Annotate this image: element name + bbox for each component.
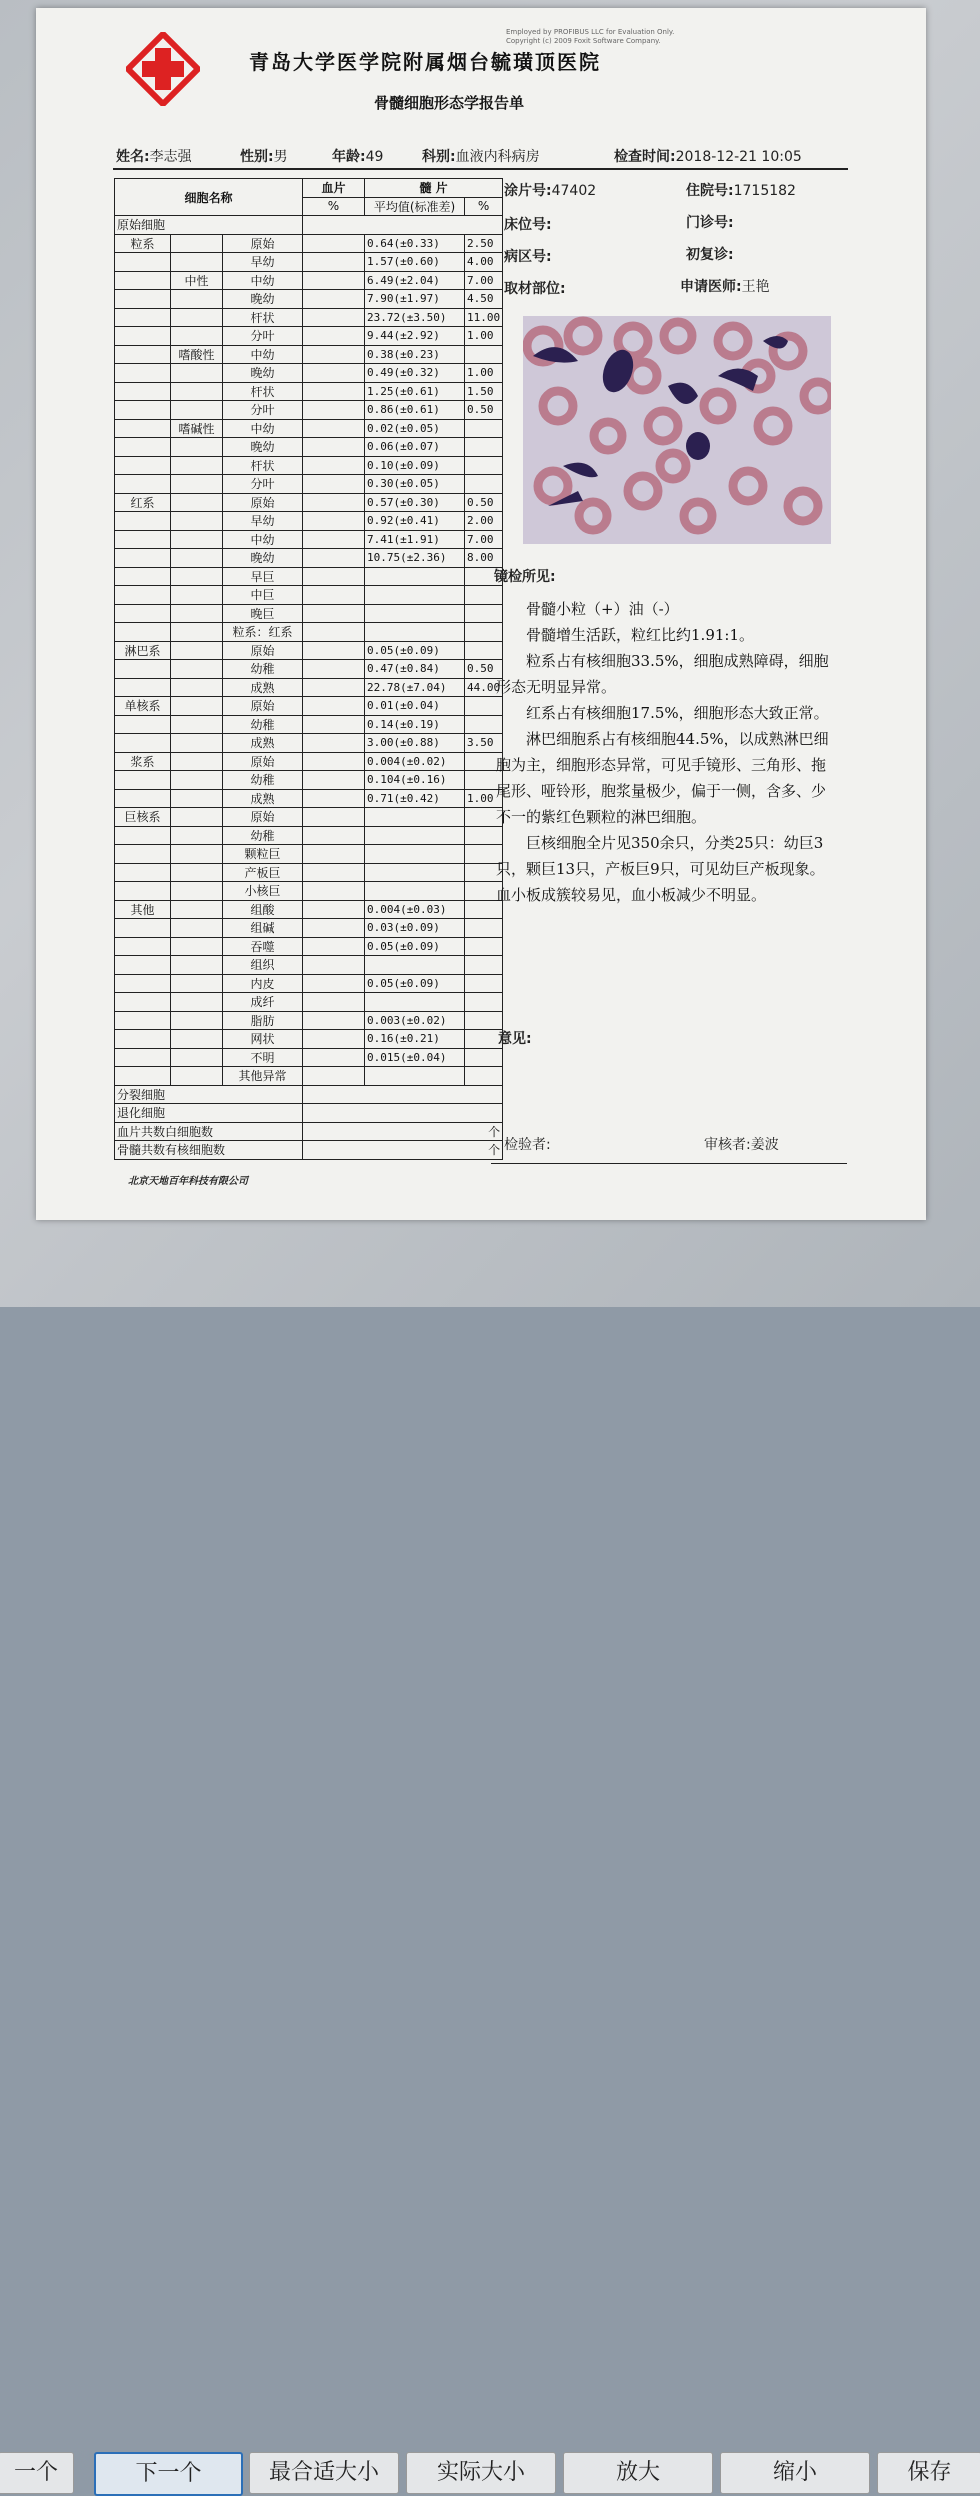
cell: 0.16(±0.21): [365, 1030, 465, 1049]
table-row: [115, 956, 503, 975]
cell: 0.47(±0.84): [365, 660, 465, 679]
table-row: [115, 364, 503, 383]
table-row: [115, 623, 503, 642]
cell: 0.02(±0.05): [365, 419, 465, 438]
table-row: [115, 641, 503, 660]
cell: [365, 623, 465, 642]
cell: 原始: [223, 697, 303, 716]
cell: 晚巨: [223, 604, 303, 623]
cell: [465, 919, 503, 938]
cell: 中性: [171, 271, 223, 290]
cell: 早幼: [223, 512, 303, 531]
cell: 0.10(±0.09): [365, 456, 465, 475]
cell: 杆状: [223, 456, 303, 475]
cell: 粒系：红系: [223, 623, 303, 642]
cell: 0.71(±0.42): [365, 789, 465, 808]
cell: 7.41(±1.91): [365, 530, 465, 549]
table-row: [115, 271, 503, 290]
cell: [465, 438, 503, 457]
actual-size-button[interactable]: 实际大小: [406, 2452, 556, 2494]
cell: [465, 419, 503, 438]
fit-size-button[interactable]: 最合适大小: [249, 2452, 399, 2494]
table-row: [115, 845, 503, 864]
table-row: [115, 882, 503, 901]
table-row: [115, 586, 503, 605]
cell: 幼稚: [223, 660, 303, 679]
table-row: [115, 604, 503, 623]
table-row: [115, 493, 503, 512]
cell: %: [303, 197, 365, 216]
table-row: [115, 1141, 503, 1160]
table-row: [115, 771, 503, 790]
cell: 原始: [223, 808, 303, 827]
watermark: Employed by PROFIBUS LLC for Evaluation Only. Copyright (c) 2009 Foxit Software Company.: [506, 28, 675, 45]
cell: [365, 808, 465, 827]
cell: 红系: [115, 493, 171, 512]
cell: 晚幼: [223, 549, 303, 568]
table-row: [115, 1067, 503, 1086]
cell: [465, 956, 503, 975]
cell: 其他: [115, 900, 171, 919]
findings-title: 镜检所见:: [494, 569, 556, 585]
cell: 0.38(±0.23): [365, 345, 465, 364]
cell: 单核系: [115, 697, 171, 716]
cell: [365, 826, 465, 845]
cell: [465, 993, 503, 1012]
cell: 晚幼: [223, 290, 303, 309]
cell: 平均值(标准差): [365, 197, 465, 216]
table-row: [115, 974, 503, 993]
cell: 0.92(±0.41): [365, 512, 465, 531]
cell: 血片: [303, 179, 365, 198]
cell: 0.05(±0.09): [365, 937, 465, 956]
report-page: [36, 8, 926, 1220]
cell: 退化细胞: [115, 1104, 303, 1123]
table-row: [115, 826, 503, 845]
cell: [465, 937, 503, 956]
cell: 组碱: [223, 919, 303, 938]
table-row: [115, 234, 503, 253]
cell: 浆系: [115, 752, 171, 771]
microscopy-image: [523, 316, 831, 544]
cell: 0.30(±0.05): [365, 475, 465, 494]
cell: 0.104(±0.16): [365, 771, 465, 790]
cell: 晚幼: [223, 438, 303, 457]
cell: 8.00: [465, 549, 503, 568]
table-row: [115, 382, 503, 401]
table-row: [115, 290, 503, 309]
cell: 网状: [223, 1030, 303, 1049]
finding-4: 红系占有核细胞17.5%，细胞形态大致正常。: [526, 704, 829, 722]
cell-count-table: [114, 178, 503, 1160]
cell: 细胞名称: [115, 179, 303, 216]
table-row: [115, 475, 503, 494]
ward-number: 病区号:: [504, 249, 552, 265]
zoom-out-button[interactable]: 缩小: [720, 2452, 870, 2494]
company-name: 北京天地百年科技有限公司: [128, 1176, 248, 1187]
divider: [113, 168, 848, 170]
cell: 1.50: [465, 382, 503, 401]
cell: [465, 456, 503, 475]
patient-sex: 性别:男: [240, 149, 288, 165]
cell: 1.00: [465, 327, 503, 346]
table-row: [115, 1030, 503, 1049]
cell: 0.015(±0.04): [365, 1048, 465, 1067]
checker: 检验者:: [504, 1137, 551, 1153]
cell: 成纤: [223, 993, 303, 1012]
header-row: [115, 179, 503, 198]
clinic-number: 门诊号:: [686, 215, 734, 231]
table-row: [115, 327, 503, 346]
cell: 原始: [223, 234, 303, 253]
cell: 1.57(±0.60): [365, 253, 465, 272]
table-row: [115, 1011, 503, 1030]
cell: 巨核系: [115, 808, 171, 827]
cell: 3.50: [465, 734, 503, 753]
cell: 1.00: [465, 364, 503, 383]
table-row: [115, 456, 503, 475]
cell: 44.00: [465, 678, 503, 697]
cell: 个: [303, 1141, 503, 1160]
cell: 粒系: [115, 234, 171, 253]
cell: [365, 845, 465, 864]
cell: [365, 882, 465, 901]
cell: 组织: [223, 956, 303, 975]
cell: 杆状: [223, 308, 303, 327]
cell: 7.00: [465, 271, 503, 290]
cell: 杆状: [223, 382, 303, 401]
table-row: [115, 549, 503, 568]
cell: [303, 1085, 503, 1104]
cell: [465, 1067, 503, 1086]
cell: 0.004(±0.02): [365, 752, 465, 771]
cell: 中幼: [223, 345, 303, 364]
save-button[interactable]: 保存: [877, 2452, 980, 2494]
cell: 原始: [223, 641, 303, 660]
cell: 0.003(±0.02): [365, 1011, 465, 1030]
cell: 7.00: [465, 530, 503, 549]
table-row: [115, 1085, 503, 1104]
cell: 0.03(±0.09): [365, 919, 465, 938]
cell: 嗜酸性: [171, 345, 223, 364]
cell: 原始细胞: [115, 216, 303, 235]
cell: [365, 956, 465, 975]
cell: [465, 1030, 503, 1049]
table-row: [115, 789, 503, 808]
smear-number: 涂片号:47402: [504, 183, 597, 199]
cell: 幼稚: [223, 771, 303, 790]
table-row: [115, 660, 503, 679]
cell: 原始: [223, 493, 303, 512]
table-row: [115, 567, 503, 586]
reviewer: 审核者:姜波: [704, 1137, 779, 1153]
cell: 0.50: [465, 493, 503, 512]
table-row: [115, 993, 503, 1012]
hospital-logo-icon: [126, 32, 200, 106]
finding-5: 淋巴细胞系占有核细胞44.5%，以成熟淋巴细胞为主，细胞形态异常，可见手镜形、三角形、拖尾形、哑铃形，胞浆量极少，偏于一侧，含多、少不一的紫红色颗粒的淋巴细胞。: [496, 730, 829, 826]
table-row: [115, 808, 503, 827]
cell: 3.00(±0.88): [365, 734, 465, 753]
bed-number: 床位号:: [504, 217, 552, 233]
opinion-label: 意见:: [498, 1031, 532, 1047]
cell: 颗粒巨: [223, 845, 303, 864]
cell: %: [465, 197, 503, 216]
table-row: [115, 863, 503, 882]
cell: 晚幼: [223, 364, 303, 383]
cell: [465, 974, 503, 993]
prev-button[interactable]: 一个: [0, 2452, 74, 2494]
cell: 2.00: [465, 512, 503, 531]
cell: 1.00: [465, 789, 503, 808]
blood-smear-picture: [523, 316, 831, 544]
bottom-rule: [491, 1163, 847, 1164]
cell: 产板巨: [223, 863, 303, 882]
cell: 0.57(±0.30): [365, 493, 465, 512]
cell: 分叶: [223, 475, 303, 494]
cell: 0.14(±0.19): [365, 715, 465, 734]
cell: 原始: [223, 752, 303, 771]
cell: 早幼: [223, 253, 303, 272]
cell: 不明: [223, 1048, 303, 1067]
table-row: [115, 438, 503, 457]
cell: 0.64(±0.33): [365, 234, 465, 253]
cell: 组酸: [223, 900, 303, 919]
finding-1: 骨髓小粒（+）油（-）: [526, 600, 679, 618]
table-row: [115, 1104, 503, 1123]
table-row: [115, 216, 503, 235]
cell: 分裂细胞: [115, 1085, 303, 1104]
table-row: [115, 1122, 503, 1141]
patient-dept: 科别:血液内科病房: [422, 149, 540, 165]
cell: 脂肪: [223, 1011, 303, 1030]
table-row: [115, 1048, 503, 1067]
cell: 吞噬: [223, 937, 303, 956]
cell: [365, 993, 465, 1012]
cell: 9.44(±2.92): [365, 327, 465, 346]
cell: 中幼: [223, 271, 303, 290]
table-row: [115, 253, 503, 272]
inpatient-number: 住院号:1715182: [686, 183, 796, 199]
table-row: [115, 678, 503, 697]
cell: 22.78(±7.04): [365, 678, 465, 697]
cell: 嗜碱性: [171, 419, 223, 438]
cell: 幼稚: [223, 715, 303, 734]
cell: [465, 1011, 503, 1030]
exam-time: 检查时间:2018-12-21 10:05: [614, 149, 802, 165]
cell: [465, 1048, 503, 1067]
cell: 10.75(±2.36): [365, 549, 465, 568]
report-title: 骨髓细胞形态学报告单: [374, 94, 525, 112]
cell: 淋巴系: [115, 641, 171, 660]
table-row: [115, 345, 503, 364]
cell: [465, 345, 503, 364]
table-row: [115, 937, 503, 956]
cell: 0.50: [465, 660, 503, 679]
cell: 4.00: [465, 253, 503, 272]
cell: 0.004(±0.03): [365, 900, 465, 919]
viewer-toolbar: [0, 1226, 980, 2486]
cell: 0.05(±0.09): [365, 641, 465, 660]
cell: 髓 片: [365, 179, 503, 198]
table-row: [115, 530, 503, 549]
cell: [365, 1067, 465, 1086]
cell: 23.72(±3.50): [365, 308, 465, 327]
cell: 骨髓共数有核细胞数: [115, 1141, 303, 1160]
cell: 0.49(±0.32): [365, 364, 465, 383]
cell: 幼稚: [223, 826, 303, 845]
cell: 成熟: [223, 789, 303, 808]
cell: 血片共数白细胞数: [115, 1122, 303, 1141]
cell: [365, 863, 465, 882]
table-row: [115, 734, 503, 753]
table-row: [115, 512, 503, 531]
table-row: [115, 697, 503, 716]
cell: 中巨: [223, 586, 303, 605]
finding-2: 骨髓增生活跃，粒红比约1.91:1。: [526, 626, 754, 644]
cell: [365, 604, 465, 623]
next-button[interactable]: 下一个: [94, 2452, 243, 2496]
table-row: [115, 900, 503, 919]
cell: 其他异常: [223, 1067, 303, 1086]
cell: 内皮: [223, 974, 303, 993]
patient-age: 年龄:49: [332, 149, 384, 165]
cell: 11.00: [465, 308, 503, 327]
sample-site: 取材部位:: [504, 281, 566, 297]
cell: 0.01(±0.04): [365, 697, 465, 716]
cell: [465, 475, 503, 494]
cell: 0.05(±0.09): [365, 974, 465, 993]
cell: 2.50: [465, 234, 503, 253]
cell: [365, 586, 465, 605]
cell: 早巨: [223, 567, 303, 586]
patient-name: 姓名:李志强: [116, 149, 192, 165]
hospital-name: 青岛大学医学院附属烟台毓璜顶医院: [249, 50, 601, 74]
table-row: [115, 308, 503, 327]
cell: 中幼: [223, 530, 303, 549]
requesting-doctor: 申请医师:王艳: [680, 279, 770, 295]
cell: 小核巨: [223, 882, 303, 901]
cell: [303, 216, 503, 235]
cell: 个: [303, 1122, 503, 1141]
table-row: [115, 401, 503, 420]
cell: 中幼: [223, 419, 303, 438]
cell: 成熟: [223, 678, 303, 697]
cell: 分叶: [223, 401, 303, 420]
table-row: [115, 715, 503, 734]
zoom-in-button[interactable]: 放大: [563, 2452, 713, 2494]
cell: 7.90(±1.97): [365, 290, 465, 309]
cell: 6.49(±2.04): [365, 271, 465, 290]
table-row: [115, 419, 503, 438]
findings-text: [496, 596, 836, 908]
cell: [303, 1104, 503, 1123]
cell: 分叶: [223, 327, 303, 346]
cell: 0.86(±0.61): [365, 401, 465, 420]
cell: [365, 567, 465, 586]
finding-6: 巨核细胞全片见350余只，分类25只：幼巨3只，颗巨13只，产板巨9只，可见幼巨产板现象。血小板成簇较易见，血小板减少不明显。: [496, 834, 825, 904]
table-row: [115, 919, 503, 938]
cell: 0.50: [465, 401, 503, 420]
finding-3: 粒系占有核细胞33.5%，细胞成熟障碍，细胞形态无明显异常。: [496, 652, 829, 696]
first-visit: 初复诊:: [686, 247, 734, 263]
cell: 4.50: [465, 290, 503, 309]
cell: 成熟: [223, 734, 303, 753]
cell: 0.06(±0.07): [365, 438, 465, 457]
cell: 1.25(±0.61): [365, 382, 465, 401]
table-row: [115, 752, 503, 771]
